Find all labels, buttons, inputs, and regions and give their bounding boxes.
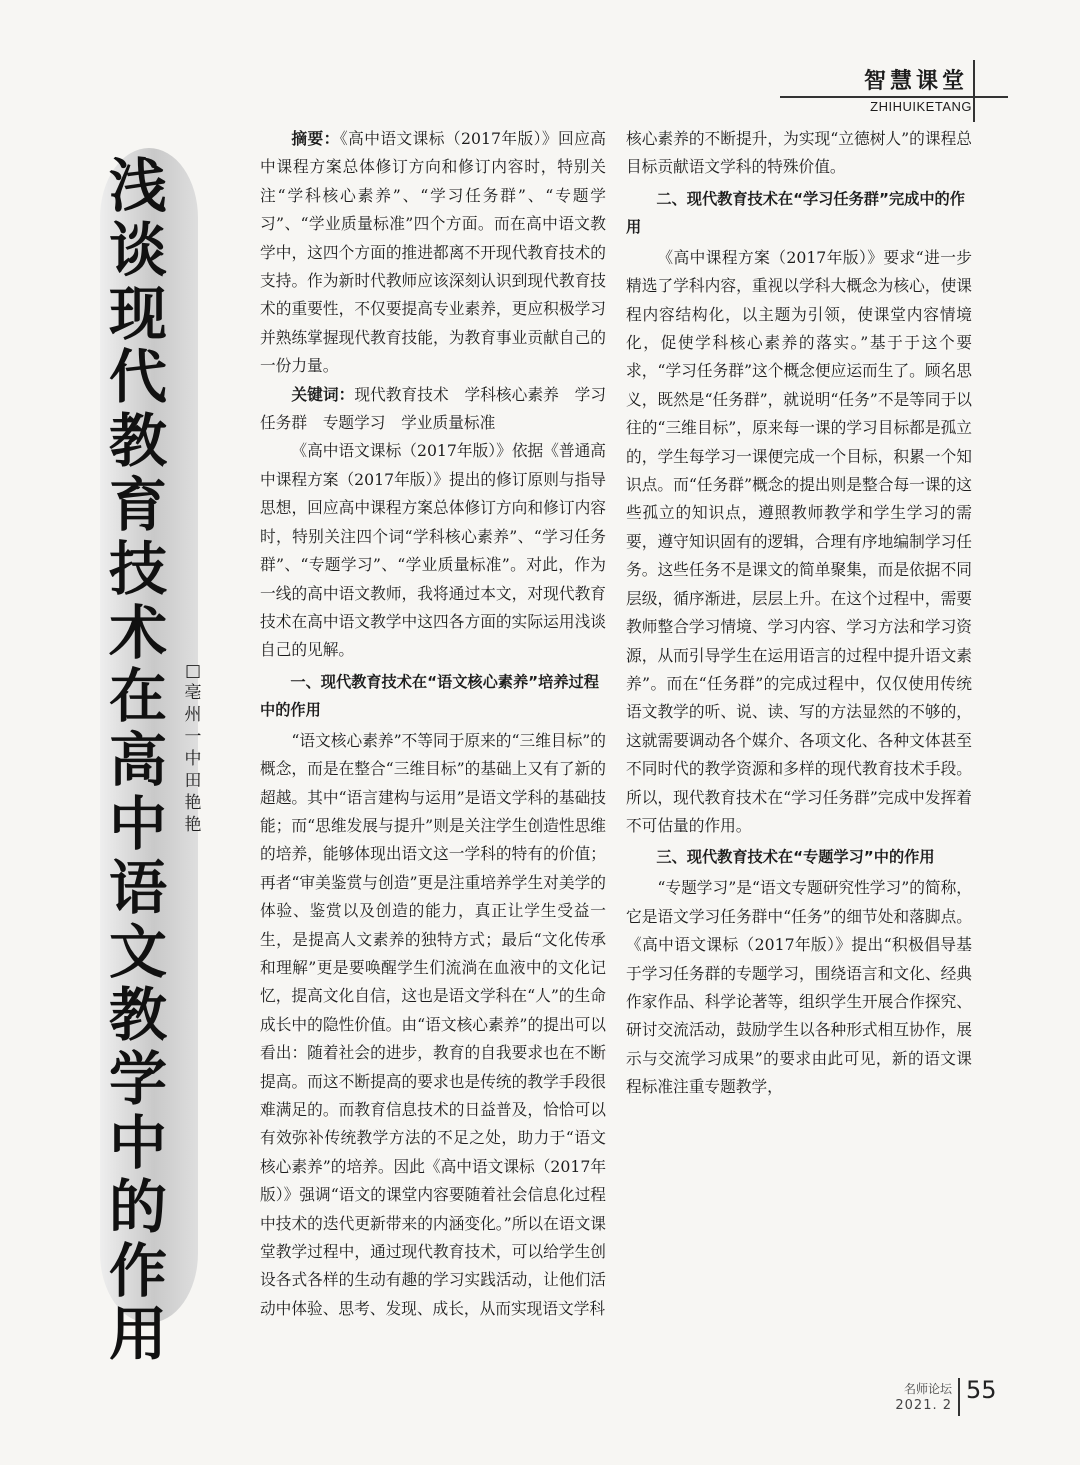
- section-1-paragraph: “语文核心素养”不等同于原来的“三维目标”的概念，而是在整合“三维目标”的基础上又有了新的超越。其中“语言建构与运用”是语文学科的基础技能；而“思维发展与提升”则是关注学生创造性思维的培养，能够体现出语文这一学科的特有的价值；再者“审美鉴赏与创造”更是注重培养学生对美学的体验、鉴赏以及创造的能力，真正让学生受益一生，是提高人文素养的独特方式；最后“文化传承和理解”更是要唤醒学生们流淌在血液中的文化记忆，提高文化自信，这也是语文学科在“人”的生命成长中的隐性价值。由“语文核心素养”的提出可以看出：随着社会的进步，教育的自我要求也在不断提高。而这不断提高的要求也是传统的教学手段很难满足的。而教育信息技术的日益普及，恰恰可以有效弥补传统教学方法的不足之处，助力于“语文核心素养”的培养。因此《高中语文课标（2017年版）》强调“语文的课堂内容要随着社会信息化过程中技术的迭代更新带来的内涵变化。”所以在语文课堂教学过程中，通过现代教育技术，可以给学生创设各式各样的生动有趣的学习实践活动，让他们活动中体验、思考、发现、成长，从而实现语文学科: [260, 730, 607, 1318]
- abstract-text: 《高中语文课标（2017年版）》回应高中课程方案总体修订方向和修订内容时，特别关注“学科核心素养”、“学习任务群”、“专题学习”、“学业质量标准”四个方面。而在高中语文教学中，这四个方面的推进都离不开现代教育技术的支持。作为新时代教师应该深刻认识到现代教育技术的重要性，不仅要提高专业素养，更应积极学习并熟练掌握现代教育技能，为教育事业贡献自己的一份力量。: [260, 129, 606, 376]
- intro-paragraph: 《高中语文课标（2017年版）》依据《普通高中课程方案（2017年版）》提出的修订原则与指导思想，回应高中课程方案总体修订方向和修订内容时，特别关注四个词“学科核心素养”、“学习任务群”、“专题学习”、“学业质量标准”。对此，作为一线的高中语文教师，我将通过本文，对现代教育技术在高中语文教学中这四各方面的实际运用浅谈自己的见解。: [260, 441, 606, 660]
- section-title: 智慧课堂: [863, 69, 968, 94]
- author-byline: □亳州一中 田艳艳: [184, 661, 202, 835]
- section-heading-3: 三、现代教育技术在“专题学习”中的作用: [656, 848, 935, 867]
- section-title-pinyin: ZHIHUIKETANG: [870, 99, 972, 114]
- section-heading-1: 一、现代教育技术在“语文核心素养”培养过程中的作用: [260, 672, 599, 719]
- footer-issue: 2021. 2: [895, 1398, 952, 1413]
- keywords-text: 现代教育技术 学科核心素养 学习任务群 专题学习 学业质量标准: [260, 384, 607, 433]
- keywords-paragraph: [260, 381, 606, 438]
- keywords-label: 关键词：: [291, 384, 355, 404]
- section-2-paragraph: 《高中课程方案（2017年版）》要求“进一步精选了学科内容，重视以学科大概念为核心，使课程内容结构化，以主题为引领，使课堂内容情境化，促使学科核心素养的落实。”基于于这个要求，“学习任务群”这个概念便应运而生了。顾名思义，既然是“任务群”，就说明“任务”不是等同于以往的“三维目标”，原来每一课的学习目标都是孤立的，学生每学习一课便完成一个目标，积累一个知识点。而“任务群”概念的提出则是整合每一课的这些孤立的知识点，遵照教师教学和学生学习的需要，遵守知识固有的逻辑，合理有序地编制学习任务。这些任务不是课文的简单聚集，而是依据不同层级，循序渐进，层层上升。在这个过程中，需要教师整合学习情境、学习内容、学习方法和学习资源，从而引导学生在运用语言的过程中提升语文素养”。而在“任务群”的完成过程中，仅仅使用传统语文教学的听、说、读、写的方法显然的不够的，这就需要调动各个媒介、各项文化、各种文体甚至不同时代的教学资源和多样的现代教育技术手段。所以，现代教育技术在“学习任务群”完成中发挥着不可估量的作用。: [626, 247, 972, 835]
- header-horizontal-rule: [780, 96, 1008, 98]
- abstract-paragraph: [260, 125, 606, 381]
- section-heading-2: 二、现代教育技术在“学习任务群”完成中的作用: [626, 189, 965, 236]
- section-1-continued: 核心素养的不断提升，为实现“立德树人”的课程总目标贡献语文学科的特殊价值。: [626, 129, 972, 177]
- right-text-column: [626, 125, 972, 1102]
- footer-rule: [958, 1378, 960, 1416]
- page-number: 55: [966, 1376, 997, 1404]
- article-title: 浅谈现代教育技术在高中语文教学中的作用: [108, 152, 167, 1369]
- footer-journal-name: 名师论坛: [903, 1382, 952, 1396]
- section-3-paragraph: “专题学习”是“语文专题研究性学习”的简称，它是语文学习任务群中“任务”的细节处和落脚点。《高中语文课标（2017年版）》提出“积极倡导基于学习任务群的专题学习，围绕语言和文化、经典作家作品、科学论著等，组织学生开展合作探究、研讨交流活动，鼓励学生以各种形式相互协作，展示与交流学习成果”的要求由此可见，新的语文课程标准注重专题教学，: [626, 878, 972, 1097]
- header-vertical-rule: [973, 60, 975, 122]
- abstract-label: 摘要：: [291, 129, 340, 148]
- left-text-column: [260, 125, 606, 1323]
